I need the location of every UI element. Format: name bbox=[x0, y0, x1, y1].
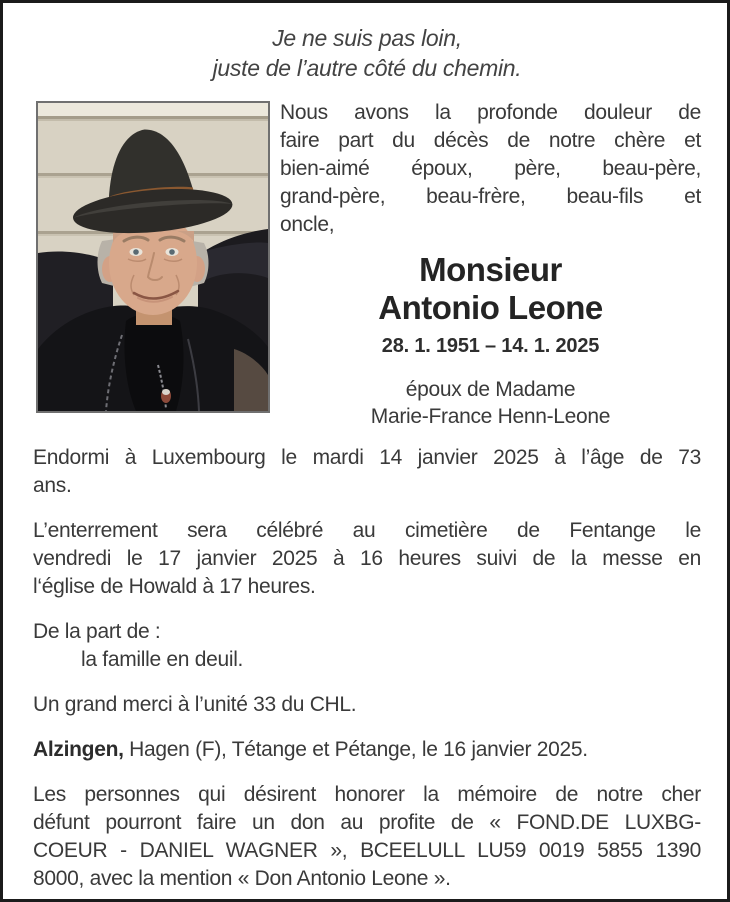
paragraph-death bbox=[33, 444, 701, 500]
donation-line: défunt pourront faire un don au profite de « FOND.DE LUXBG- bbox=[33, 811, 701, 834]
spouse-lines bbox=[280, 376, 701, 430]
from-value: la famille en deuil. bbox=[81, 648, 244, 671]
life-dates: 28. 1. 1951 – 14. 1. 2025 bbox=[381, 335, 600, 357]
donation-line: COEUR - DANIEL WAGNER », BCEELULL LU59 0019 5855 1390 bbox=[33, 839, 701, 862]
paragraph-thanks bbox=[33, 691, 701, 719]
portrait-illustration bbox=[38, 103, 268, 411]
top-section bbox=[33, 99, 701, 430]
thanks-text: Un grand merci à l’unité 33 du CHL. bbox=[33, 693, 357, 716]
intro-line-last: oncle, bbox=[280, 213, 335, 236]
funeral-line-last: l‘église de Howald à 17 heures. bbox=[33, 575, 316, 598]
intro-paragraph bbox=[280, 99, 701, 239]
places-rest: Hagen (F), Tétange et Pétange, le 16 janvier 2025. bbox=[123, 738, 588, 761]
epitaph-line-1: Je ne suis pas loin, bbox=[272, 25, 462, 51]
deceased-name: Antonio Leone bbox=[378, 289, 603, 326]
spouse-line-2: Marie-France Henn-Leone bbox=[370, 405, 611, 428]
paragraph-funeral bbox=[33, 517, 701, 601]
intro-line: grand-père, beau-frère, beau-fils et bbox=[280, 185, 701, 208]
deceased-name-block bbox=[280, 251, 701, 430]
intro-line: Nous avons la profonde douleur de bbox=[280, 101, 701, 124]
death-line-last: ans. bbox=[33, 474, 72, 497]
paragraph-places bbox=[33, 736, 701, 764]
intro-line: bien-aimé époux, père, beau-père, bbox=[280, 157, 701, 180]
epitaph-quote bbox=[33, 3, 701, 83]
places-city: Alzingen, bbox=[33, 738, 124, 761]
body-text bbox=[33, 444, 701, 893]
donation-line: Les personnes qui désirent honorer la mémoire de notre cher bbox=[33, 783, 701, 806]
intro-line: faire part du décès de notre chère et bbox=[280, 129, 701, 152]
funeral-line: L’enterrement sera célébré au cimetière de Fentange le bbox=[33, 519, 701, 542]
spouse-line-1: époux de Madame bbox=[405, 378, 576, 401]
death-line: Endormi à Luxembourg le mardi 14 janvier 2025 à l’âge de 73 bbox=[33, 446, 701, 469]
from-label: De la part de : bbox=[33, 620, 161, 643]
page-inner bbox=[3, 3, 727, 893]
announcement-column bbox=[280, 99, 701, 430]
donation-line-last: 8000, avec la mention « Don Antonio Leone ». bbox=[33, 867, 451, 890]
epitaph-line-2: juste de l’autre côté du chemin. bbox=[212, 55, 522, 81]
portrait-photo bbox=[36, 101, 270, 413]
paragraph-donation bbox=[33, 781, 701, 893]
funeral-line: vendredi le 17 janvier 2025 à 16 heures suivi de la messe en bbox=[33, 547, 701, 570]
deceased-title: Monsieur bbox=[419, 251, 562, 288]
paragraph-from bbox=[33, 618, 701, 674]
